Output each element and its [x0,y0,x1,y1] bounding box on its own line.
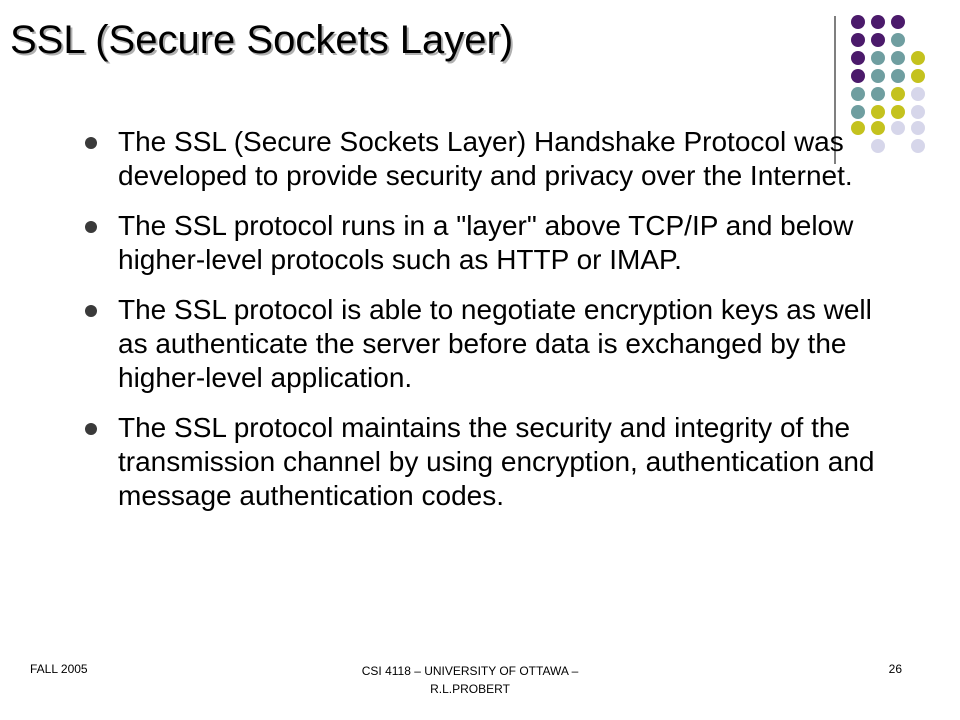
bullet-text: The SSL (Secure Sockets Layer) Handshake Protocol was developed to provide security and privacy over the Internet. [118,126,853,191]
decorative-dot [851,15,865,29]
decorative-dot [891,121,905,135]
decorative-dot [851,51,865,65]
decorative-dot [891,33,905,47]
bullet-icon [85,221,97,233]
slide-title: SSL (Secure Sockets Layer) [10,18,514,62]
bullet-text: The SSL protocol maintains the security and integrity of the transmission channel by using encryption, authentication and message authentication codes. [118,412,875,511]
bullet-text: The SSL protocol runs in a "layer" above TCP/IP and below higher-level protocols such as HTTP or IMAP. [118,210,854,275]
decorative-dot [891,105,905,119]
decorative-dot [911,51,925,65]
decorative-dot [911,69,925,83]
bullet-item [82,411,882,513]
decorative-dot [911,139,925,153]
bullet-icon [85,423,97,435]
footer-course [320,662,620,698]
decorative-dot [911,121,925,135]
bullet-list [82,125,882,529]
page-number: 26 [888,662,902,676]
footer-term: FALL 2005 [30,662,88,676]
bullet-item [82,209,882,277]
decorative-dot [871,15,885,29]
decorative-dot [891,15,905,29]
bullet-item [82,293,882,395]
bullet-icon [85,305,97,317]
decorative-dot [851,87,865,101]
decorative-dot [891,69,905,83]
bullet-text: The SSL protocol is able to negotiate encryption keys as well as authenticate the server before data is exchanged by the higher-level application. [118,294,872,393]
decorative-dot [851,33,865,47]
decorative-dot [891,87,905,101]
decorative-dot [911,87,925,101]
decorative-dot [911,105,925,119]
decorative-dot [871,51,885,65]
decorative-dot [871,33,885,47]
decorative-dot [871,105,885,119]
footer-course-line1: CSI 4118 – UNIVERSITY OF OTTAWA – [361,664,579,678]
bullet-item [82,125,882,193]
decorative-dot [851,105,865,119]
footer-course-line2: R.L.PROBERT [430,682,510,696]
decorative-dot [871,87,885,101]
decorative-dot [891,51,905,65]
decorative-dot [851,69,865,83]
decorative-dot [871,69,885,83]
bullet-icon [85,137,97,149]
